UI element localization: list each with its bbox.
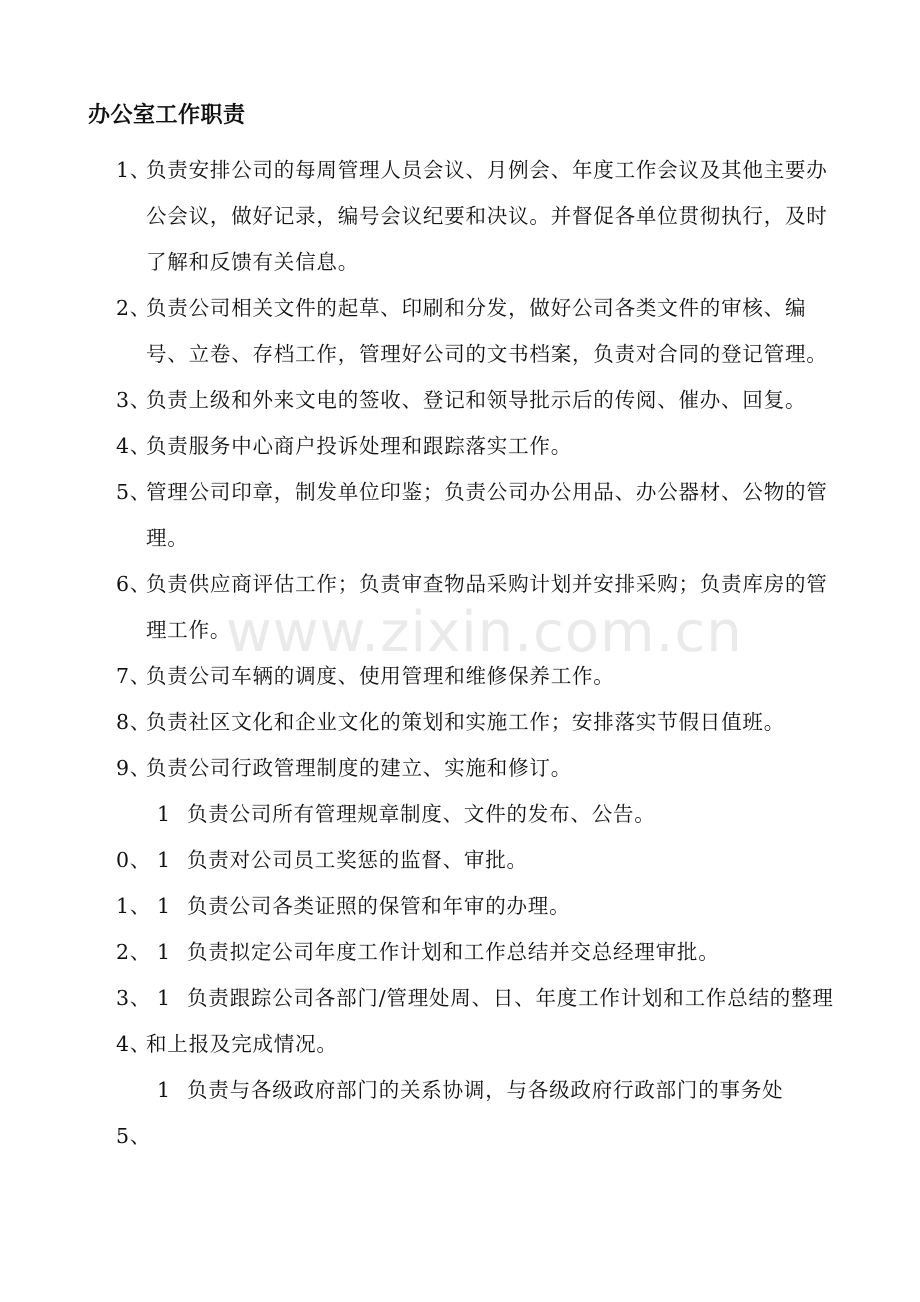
item-text: 管理公司印章，制发单位印鉴；负责公司办公用品、办公器材、公物的管理。 — [146, 480, 828, 550]
item-text: 负责公司行政管理制度的建立、实施和修订。 — [146, 756, 572, 780]
watermark: www.zixin.com.cn — [226, 600, 743, 665]
list-item — [116, 561, 836, 653]
item-text: 负责安排公司的每周管理人员会议、月例会、年度工作会议及其他主要办公会议，做好记录，编号会议纪要和决议。并督促各单位贯彻执行，及时了解和反馈有关信息。 — [146, 158, 828, 274]
list-item — [116, 929, 836, 1010]
item-number: 6、 — [116, 572, 152, 596]
item-text: 负责服务中心商户投诉处理和跟踪落实工作。 — [146, 434, 572, 458]
item-text: 负责公司各类证照的保管和年审的办理。 — [187, 894, 571, 918]
item-text: 负责拟定公司年度工作计划和工作总结并交总经理审批。 — [187, 940, 720, 964]
list-item — [116, 1067, 836, 1148]
item-number: 10、 — [116, 802, 171, 872]
item-number: 13、 — [116, 940, 171, 1010]
item-number: 14、 — [116, 986, 171, 1056]
list-item — [116, 285, 836, 377]
item-number: 4、 — [116, 434, 152, 458]
item-number: 12、 — [116, 894, 171, 964]
item-number: 7、 — [116, 664, 152, 688]
item-text: 负责供应商评估工作；负责审查物品采购计划并安排采购；负责库房的管理工作。 — [146, 572, 828, 642]
item-number: 8、 — [116, 710, 152, 734]
item-number: 15、 — [116, 1078, 171, 1148]
item-text: 负责公司所有管理规章制度、文件的发布、公告。 — [187, 802, 656, 826]
item-text: 负责上级和外来文电的签收、登记和领导批示后的传阅、催办、回复。 — [146, 388, 807, 412]
list-item — [116, 147, 836, 285]
item-text: 负责跟踪公司各部门/管理处周、日、年度工作计划和工作总结的整理和上报及完成情况。 — [146, 986, 834, 1056]
list-item — [116, 469, 836, 561]
item-number: 2、 — [116, 296, 152, 320]
list-item — [116, 699, 836, 745]
item-number: 5、 — [116, 480, 152, 504]
item-number: 1、 — [116, 158, 152, 182]
item-text: 负责公司车辆的调度、使用管理和维修保养工作。 — [146, 664, 615, 688]
item-number: 9、 — [116, 756, 152, 780]
list-item — [116, 653, 836, 699]
item-number: 3、 — [116, 388, 152, 412]
list-item — [116, 745, 836, 791]
list-item — [116, 377, 836, 423]
item-text: 负责公司相关文件的起草、印刷和分发，做好公司各类文件的审核、编号、立卷、存档工作，管理好公司的文书档案，负责对合同的登记管理。 — [146, 296, 828, 366]
list-item — [116, 423, 836, 469]
duty-list — [116, 147, 836, 1148]
item-text: 负责与各级政府部门的关系协调，与各级政府行政部门的事务处 — [187, 1078, 784, 1102]
item-text: 负责对公司员工奖惩的监督、审批。 — [187, 848, 528, 872]
item-number: 11、 — [116, 848, 171, 918]
item-text: 负责社区文化和企业文化的策划和实施工作；安排落实节假日值班。 — [146, 710, 785, 734]
list-item — [116, 975, 836, 1067]
document-title: 办公室工作职责 — [88, 102, 246, 128]
